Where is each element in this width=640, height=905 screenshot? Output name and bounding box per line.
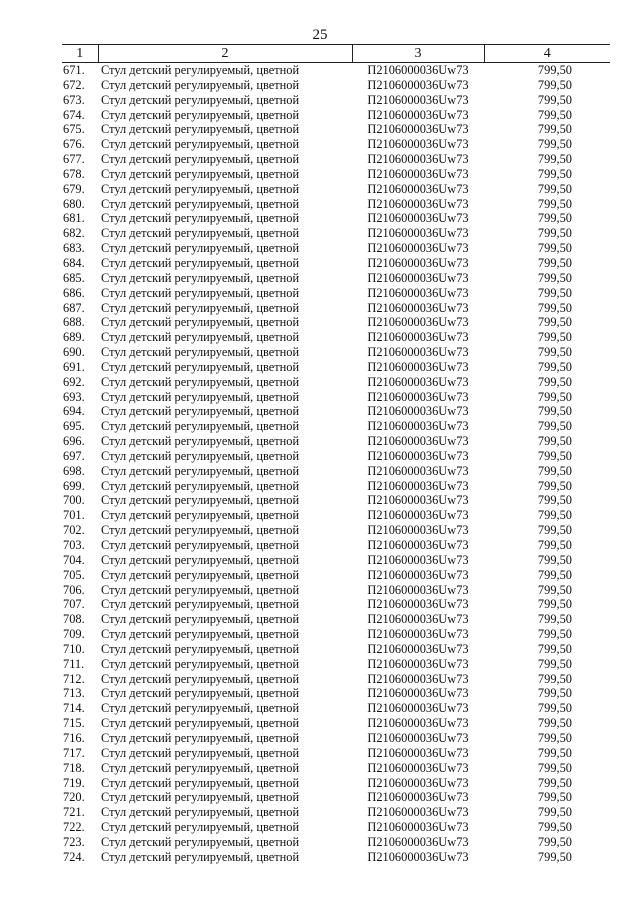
table-row [62,211,610,226]
item-price: 799,50 [537,374,572,389]
item-code: П2106000036Uw73 [367,730,469,745]
item-name: Стул детский регулируемый, цветной [101,300,300,315]
item-code: П2106000036Uw73 [367,374,469,389]
item-code: П2106000036Uw73 [367,493,469,508]
row-number: 675. [63,122,85,137]
row-number: 674. [63,107,85,122]
item-name: Стул детский регулируемый, цветной [101,122,300,137]
table-row [62,167,610,182]
table-row [62,256,610,271]
item-price: 799,50 [537,419,572,434]
row-number: 687. [63,300,85,315]
item-code: П2106000036Uw73 [367,701,469,716]
item-code: П2106000036Uw73 [367,597,469,612]
table-row [62,360,610,375]
item-price: 799,50 [537,567,572,582]
table-row [62,226,610,241]
item-name: Стул детский регулируемый, цветной [101,270,300,285]
item-code: П2106000036Uw73 [367,448,469,463]
table-row [62,553,610,568]
row-number: 708. [63,612,85,627]
item-name: Стул детский регулируемый, цветной [101,775,300,790]
item-code: П2106000036Uw73 [367,656,469,671]
item-code: П2106000036Uw73 [367,582,469,597]
row-number: 673. [63,92,85,107]
item-name: Стул детский регулируемый, цветной [101,137,300,152]
item-code: П2106000036Uw73 [367,181,469,196]
item-price: 799,50 [537,834,572,849]
row-number: 690. [63,345,85,360]
item-price: 799,50 [537,686,572,701]
item-name: Стул детский регулируемый, цветной [101,493,300,508]
item-price: 799,50 [537,790,572,805]
item-name: Стул детский регулируемый, цветной [101,181,300,196]
table-row [62,197,610,212]
item-code: П2106000036Uw73 [367,330,469,345]
item-code: П2106000036Uw73 [367,389,469,404]
item-name: Стул детский регулируемый, цветной [101,641,300,656]
item-price: 799,50 [537,389,572,404]
row-number: 693. [63,389,85,404]
table-row [62,301,610,316]
table-row [62,538,610,553]
item-price: 799,50 [537,805,572,820]
row-number: 679. [63,181,85,196]
table-body [62,63,610,865]
table-row [62,731,610,746]
item-code: П2106000036Uw73 [367,434,469,449]
item-code: П2106000036Uw73 [367,627,469,642]
item-code: П2106000036Uw73 [367,419,469,434]
table-row [62,790,610,805]
row-number: 677. [63,152,85,167]
header-row [62,45,610,63]
item-name: Стул детский регулируемый, цветной [101,226,300,241]
item-code: П2106000036Uw73 [367,523,469,538]
item-name: Стул детский регулируемый, цветной [101,730,300,745]
row-number: 711. [63,656,85,671]
item-code: П2106000036Uw73 [367,63,469,77]
row-number: 678. [63,166,85,181]
item-name: Стул детский регулируемый, цветной [101,627,300,642]
item-name: Стул детский регулируемый, цветной [101,389,300,404]
item-code: П2106000036Uw73 [367,716,469,731]
table-row [62,390,610,405]
item-code: П2106000036Uw73 [367,300,469,315]
table-row [62,583,610,598]
table-row [62,404,610,419]
item-name: Стул детский регулируемый, цветной [101,77,300,92]
item-price: 799,50 [537,538,572,552]
row-number: 689. [63,330,85,345]
row-number: 719. [63,775,85,790]
item-name: Стул детский регулируемый, цветной [101,374,300,389]
item-code: П2106000036Uw73 [367,775,469,790]
item-code: П2106000036Uw73 [367,538,469,552]
item-code: П2106000036Uw73 [367,849,469,864]
table-row [62,182,610,197]
item-name: Стул детский регулируемый, цветной [101,63,300,77]
item-name: Стул детский регулируемый, цветной [101,152,300,167]
item-name: Стул детский регулируемый, цветной [101,760,300,775]
item-code: П2106000036Uw73 [367,463,469,478]
item-name: Стул детский регулируемый, цветной [101,419,300,434]
item-name: Стул детский регулируемый, цветной [101,166,300,181]
row-number: 683. [63,241,85,256]
item-code: П2106000036Uw73 [367,345,469,360]
item-price: 799,50 [537,330,572,345]
item-code: П2106000036Uw73 [367,270,469,285]
table-row [62,330,610,345]
item-name: Стул детский регулируемый, цветной [101,656,300,671]
item-name: Стул детский регулируемый, цветной [101,107,300,122]
item-price: 799,50 [537,582,572,597]
item-price: 799,50 [537,345,572,360]
item-code: П2106000036Uw73 [367,122,469,137]
item-price: 799,50 [537,508,572,523]
row-number: 707. [63,597,85,612]
item-price: 799,50 [537,181,572,196]
item-price: 799,50 [537,226,572,241]
row-number: 682. [63,226,85,241]
item-name: Стул детский регулируемый, цветной [101,359,300,374]
row-number: 709. [63,627,85,642]
table-row [62,464,610,479]
item-code: П2106000036Uw73 [367,552,469,567]
row-number: 686. [63,285,85,300]
item-code: П2106000036Uw73 [367,671,469,686]
table-row [62,642,610,657]
item-name: Стул детский регулируемый, цветной [101,523,300,538]
item-name: Стул детский регулируемый, цветной [101,701,300,716]
table-row [62,137,610,152]
row-number: 702. [63,523,85,538]
item-price: 799,50 [537,656,572,671]
item-price: 799,50 [537,745,572,760]
row-number: 712. [63,671,85,686]
table-row [62,701,610,716]
row-number: 680. [63,196,85,211]
table-row [62,612,610,627]
item-name: Стул детский регулируемый, цветной [101,285,300,300]
item-code: П2106000036Uw73 [367,285,469,300]
row-number: 699. [63,478,85,493]
table-row [62,345,610,360]
table-row [62,686,610,701]
item-price: 799,50 [537,122,572,137]
item-price: 799,50 [537,315,572,330]
table-row [62,78,610,93]
item-name: Стул детский регулируемый, цветной [101,211,300,226]
item-code: П2106000036Uw73 [367,508,469,523]
table-row [62,271,610,286]
item-price: 799,50 [537,671,572,686]
inventory-table [62,44,610,865]
row-number: 681. [63,211,85,226]
row-number: 676. [63,137,85,152]
table-row [62,315,610,330]
row-number: 698. [63,463,85,478]
item-code: П2106000036Uw73 [367,686,469,701]
item-name: Стул детский регулируемый, цветной [101,820,300,835]
table-row [62,657,610,672]
item-name: Стул детский регулируемый, цветной [101,345,300,360]
item-code: П2106000036Uw73 [367,166,469,181]
item-code: П2106000036Uw73 [367,478,469,493]
item-name: Стул детский регулируемый, цветной [101,478,300,493]
item-price: 799,50 [537,359,572,374]
item-code: П2106000036Uw73 [367,567,469,582]
row-number: 703. [63,538,85,552]
item-price: 799,50 [537,760,572,775]
row-number: 720. [63,790,85,805]
table-row [62,746,610,761]
row-number: 696. [63,434,85,449]
table-row [62,805,610,820]
row-number: 716. [63,730,85,745]
item-name: Стул детский регулируемый, цветной [101,538,300,552]
item-code: П2106000036Uw73 [367,315,469,330]
item-code: П2106000036Uw73 [367,612,469,627]
row-number: 701. [63,508,85,523]
item-code: П2106000036Uw73 [367,241,469,256]
item-price: 799,50 [537,92,572,107]
table-row [62,122,610,137]
row-number: 710. [63,641,85,656]
item-name: Стул детский регулируемый, цветной [101,463,300,478]
row-number: 706. [63,582,85,597]
table-row [62,419,610,434]
item-price: 799,50 [537,434,572,449]
item-price: 799,50 [537,63,572,77]
item-name: Стул детский регулируемый, цветной [101,582,300,597]
item-price: 799,50 [537,77,572,92]
item-name: Стул детский регулируемый, цветной [101,716,300,731]
item-name: Стул детский регулируемый, цветной [101,434,300,449]
item-price: 799,50 [537,523,572,538]
item-name: Стул детский регулируемый, цветной [101,686,300,701]
row-number: 684. [63,255,85,270]
item-price: 799,50 [537,241,572,256]
item-name: Стул детский регулируемый, цветной [101,92,300,107]
item-price: 799,50 [537,152,572,167]
row-number: 723. [63,834,85,849]
item-code: П2106000036Uw73 [367,137,469,152]
item-price: 799,50 [537,211,572,226]
table-row [62,493,610,508]
column-header-2: 2 [98,45,352,63]
table-row [62,820,610,835]
item-code: П2106000036Uw73 [367,152,469,167]
item-price: 799,50 [537,285,572,300]
item-name: Стул детский регулируемый, цветной [101,671,300,686]
item-price: 799,50 [537,270,572,285]
item-name: Стул детский регулируемый, цветной [101,834,300,849]
row-number: 697. [63,448,85,463]
item-price: 799,50 [537,597,572,612]
row-number: 722. [63,820,85,835]
item-code: П2106000036Uw73 [367,211,469,226]
item-code: П2106000036Uw73 [367,107,469,122]
item-name: Стул детский регулируемый, цветной [101,241,300,256]
table-row [62,523,610,538]
table-row [62,672,610,687]
item-price: 799,50 [537,166,572,181]
item-price: 799,50 [537,612,572,627]
item-name: Стул детский регулируемый, цветной [101,255,300,270]
item-code: П2106000036Uw73 [367,745,469,760]
item-code: П2106000036Uw73 [367,359,469,374]
item-name: Стул детский регулируемый, цветной [101,790,300,805]
item-price: 799,50 [537,701,572,716]
table-header [62,45,610,63]
item-price: 799,50 [537,463,572,478]
item-name: Стул детский регулируемый, цветной [101,196,300,211]
table-row [62,850,610,865]
item-name: Стул детский регулируемый, цветной [101,508,300,523]
item-price: 799,50 [537,478,572,493]
item-name: Стул детский регулируемый, цветной [101,404,300,419]
item-code: П2106000036Uw73 [367,834,469,849]
item-name: Стул детский регулируемый, цветной [101,745,300,760]
table-row [62,93,610,108]
item-price: 799,50 [537,196,572,211]
column-header-4: 4 [484,45,610,63]
item-code: П2106000036Uw73 [367,641,469,656]
item-price: 799,50 [537,255,572,270]
row-number: 691. [63,359,85,374]
item-name: Стул детский регулируемый, цветной [101,612,300,627]
item-code: П2106000036Uw73 [367,404,469,419]
item-name: Стул детский регулируемый, цветной [101,552,300,567]
table-row [62,63,610,78]
item-name: Стул детский регулируемый, цветной [101,567,300,582]
table-row [62,108,610,123]
item-price: 799,50 [537,820,572,835]
row-number: 714. [63,701,85,716]
item-code: П2106000036Uw73 [367,805,469,820]
row-number: 672. [63,77,85,92]
item-code: П2106000036Uw73 [367,226,469,241]
item-price: 799,50 [537,849,572,864]
table-row [62,508,610,523]
item-price: 799,50 [537,716,572,731]
item-price: 799,50 [537,641,572,656]
item-price: 799,50 [537,775,572,790]
table-row [62,152,610,167]
table-row [62,716,610,731]
table-row [62,597,610,612]
row-number: 715. [63,716,85,731]
item-price: 799,50 [537,137,572,152]
table-row [62,479,610,494]
row-number: 671. [63,63,85,77]
row-number: 724. [63,849,85,864]
item-price: 799,50 [537,404,572,419]
row-number: 692. [63,374,85,389]
table-row [62,627,610,642]
item-name: Стул детский регулируемый, цветной [101,448,300,463]
item-name: Стул детский регулируемый, цветной [101,597,300,612]
item-price: 799,50 [537,493,572,508]
item-code: П2106000036Uw73 [367,77,469,92]
item-price: 799,50 [537,730,572,745]
table-row [62,375,610,390]
item-price: 799,50 [537,107,572,122]
row-number: 721. [63,805,85,820]
item-code: П2106000036Uw73 [367,820,469,835]
item-price: 799,50 [537,300,572,315]
row-number: 685. [63,270,85,285]
item-name: Стул детский регулируемый, цветной [101,315,300,330]
row-number: 700. [63,493,85,508]
row-number: 688. [63,315,85,330]
row-number: 705. [63,567,85,582]
item-name: Стул детский регулируемый, цветной [101,849,300,864]
table-row [62,835,610,850]
item-price: 799,50 [537,627,572,642]
row-number: 694. [63,404,85,419]
row-number: 717. [63,745,85,760]
item-name: Стул детский регулируемый, цветной [101,330,300,345]
table-row [62,286,610,301]
table-row [62,568,610,583]
table-row [62,761,610,776]
item-code: П2106000036Uw73 [367,790,469,805]
column-header-1: 1 [62,45,98,63]
item-code: П2106000036Uw73 [367,92,469,107]
row-number: 713. [63,686,85,701]
page-number: 25 [312,27,328,43]
item-name: Стул детский регулируемый, цветной [101,805,300,820]
item-price: 799,50 [537,552,572,567]
row-number: 704. [63,552,85,567]
table-row [62,776,610,791]
table-row [62,449,610,464]
table-row [62,241,610,256]
item-code: П2106000036Uw73 [367,760,469,775]
item-price: 799,50 [537,448,572,463]
item-code: П2106000036Uw73 [367,196,469,211]
table-row [62,434,610,449]
row-number: 695. [63,419,85,434]
row-number: 718. [63,760,85,775]
item-code: П2106000036Uw73 [367,255,469,270]
column-header-3: 3 [352,45,484,63]
